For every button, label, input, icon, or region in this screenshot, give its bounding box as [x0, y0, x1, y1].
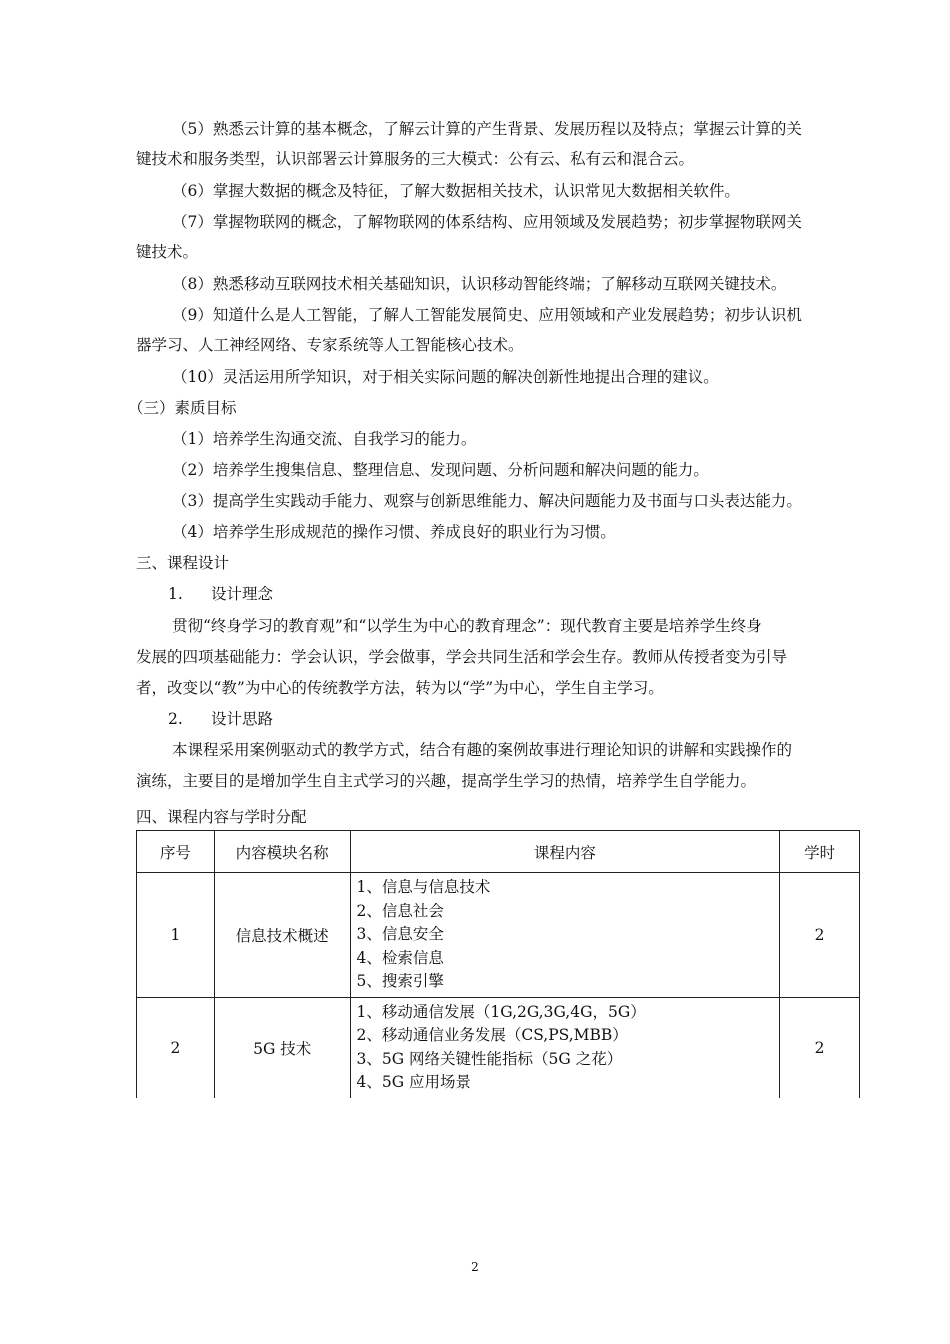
- objective-9-line1: （9）知道什么是人工智能，了解人工智能发展简史、应用领域和产业发展趋势；初步认识机: [172, 306, 802, 324]
- course-content-table: [136, 830, 860, 1098]
- objective-5-line2: 键技术和服务类型，认识部署云计算服务的三大模式：公有云、私有云和混合云。: [136, 150, 695, 168]
- objective-8: （8）熟悉移动互联网技术相关基础知识，认识移动智能终端；了解移动互联网关键技术。: [172, 275, 787, 293]
- design-concept-number: 1.: [168, 585, 183, 603]
- chapter-content-hours-heading: 四、课程内容与学时分配: [136, 808, 307, 826]
- row-hours: 2: [780, 873, 860, 998]
- content-item: 4、检索信息: [356, 948, 444, 967]
- design-approach-line2: 演练，主要目的是增加学生自主式学习的兴趣，提高学生学习的热情，培养学生自学能力。: [136, 772, 757, 790]
- row-contents: [350, 873, 780, 998]
- header-hours: 学时: [780, 831, 860, 873]
- chapter-course-design-heading: 三、课程设计: [136, 554, 230, 572]
- objective-7-line1: （7）掌握物联网的概念，了解物联网的体系结构、应用领域及发展趋势；初步掌握物联网关: [172, 213, 802, 231]
- content-item: 3、信息安全: [356, 925, 444, 944]
- design-approach-number: 2.: [168, 710, 183, 728]
- objective-10: （10）灵活运用所学知识，对于相关实际问题的解决创新性地提出合理的建议。: [172, 368, 719, 386]
- content-item: 2、移动通信业务发展（CS,PS,MBB）: [356, 1026, 628, 1045]
- header-module: 内容模块名称: [214, 831, 350, 873]
- content-item: 1、信息与信息技术: [356, 878, 491, 897]
- table-header-row: [137, 831, 860, 873]
- design-concept-line2: 发展的四项基础能力：学会认识，学会做事，学会共同生活和学会生存。教师从传授者变为引导: [136, 648, 788, 666]
- row-contents: [350, 998, 780, 1098]
- objective-7-line2: 键技术。: [136, 243, 199, 261]
- design-concept-line1: 贯彻“终身学习的教育观”和“以学生为中心的教育理念”：现代教育主要是培养学生终身: [172, 617, 762, 635]
- design-approach-line1: 本课程采用案例驱动式的教学方式，结合有趣的案例故事进行理论知识的讲解和实践操作的: [172, 741, 793, 759]
- quality-goal-1: （1）培养学生沟通交流、自我学习的能力。: [172, 430, 477, 448]
- content-item: 2、信息社会: [356, 901, 444, 920]
- row-hours: 2: [780, 998, 860, 1098]
- content-item: 4、5G 应用场景: [356, 1073, 472, 1092]
- section-quality-goals-heading: （三）素质目标: [128, 399, 237, 417]
- content-item: 3、5G 网络关键性能指标（5G 之花）: [356, 1049, 623, 1068]
- row-no: 2: [137, 998, 215, 1098]
- page-number: 2: [471, 1260, 479, 1274]
- objective-9-line2: 器学习、人工神经网络、专家系统等人工智能核心技术。: [136, 336, 524, 354]
- table-row: [137, 998, 860, 1098]
- header-content: 课程内容: [350, 831, 780, 873]
- quality-goal-2: （2）培养学生搜集信息、整理信息、发现问题、分析问题和解决问题的能力。: [172, 461, 709, 479]
- design-concept-title: 设计理念: [211, 585, 274, 603]
- objective-5-line1: （5）熟悉云计算的基本概念，了解云计算的产生背景、发展历程以及特点；掌握云计算的关: [172, 120, 802, 138]
- content-item: 5、搜索引擎: [356, 972, 444, 991]
- design-approach-title: 设计思路: [211, 710, 274, 728]
- row-no: 1: [137, 873, 215, 998]
- design-concept-line3: 者，改变以“教”为中心的传统教学方法，转为以“学”为中心，学生自主学习。: [136, 679, 664, 697]
- content-item: 1、移动通信发展（1G,2G,3G,4G，5G）: [356, 1002, 646, 1021]
- quality-goal-3: （3）提高学生实践动手能力、观察与创新思维能力、解决问题能力及书面与口头表达能力。: [172, 492, 802, 510]
- row-module: 信息技术概述: [214, 873, 350, 998]
- header-no: 序号: [137, 831, 215, 873]
- quality-goal-4: （4）培养学生形成规范的操作习惯、养成良好的职业行为习惯。: [172, 523, 616, 541]
- row-module: 5G 技术: [214, 998, 350, 1098]
- table-row: [137, 873, 860, 998]
- objective-6: （6）掌握大数据的概念及特征，了解大数据相关技术，认识常见大数据相关软件。: [172, 182, 740, 200]
